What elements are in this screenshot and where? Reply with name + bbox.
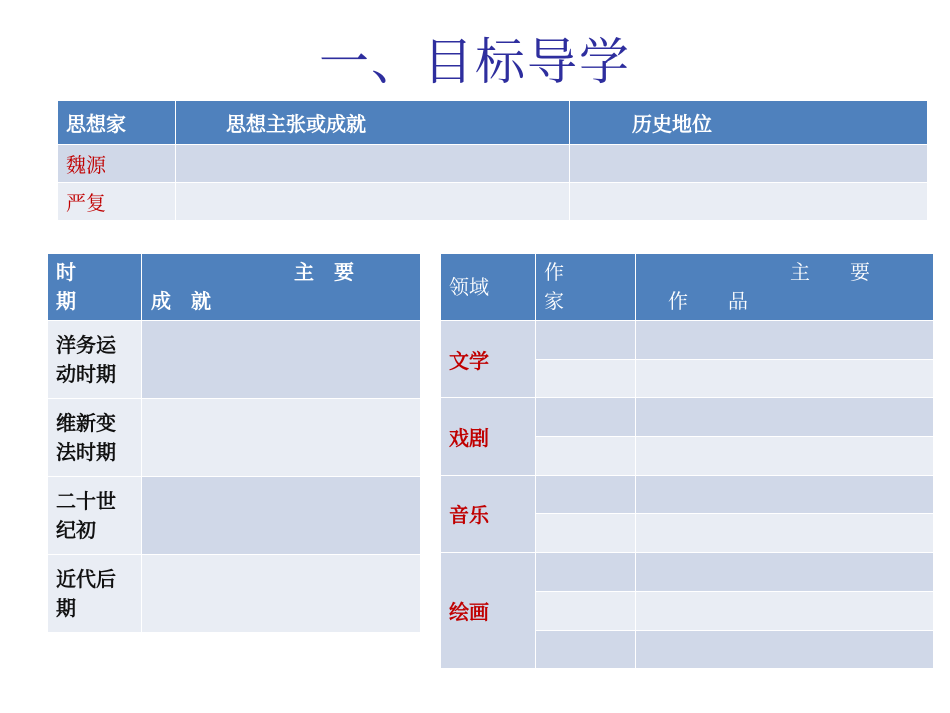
culture-table-header-row [441,254,934,321]
thinkers-table-header-row [58,101,928,145]
period-label-line1: 二十世 [56,488,116,513]
author-cell[interactable] [536,475,636,514]
works-cell[interactable] [636,514,934,553]
table-row [48,477,421,555]
works-cell[interactable] [636,437,934,476]
period-label-line1: 洋务运 [56,332,116,357]
ideas-cell[interactable] [176,145,570,183]
author-cell[interactable] [536,591,636,630]
status-cell[interactable] [570,145,928,183]
works-cell[interactable] [636,321,934,360]
periods-table-header-row [48,254,421,321]
period-label [48,555,142,633]
author-cell[interactable] [536,398,636,437]
period-label-line2: 期 [56,595,76,620]
table-row [441,475,934,514]
table-row [48,555,421,633]
table-row [58,183,928,221]
works-cell[interactable] [636,475,934,514]
achievements-cell[interactable] [142,555,421,633]
table-row [48,399,421,477]
table-row [441,321,934,360]
period-label-line1: 近代后 [56,566,116,591]
author-cell[interactable] [536,437,636,476]
works-cell[interactable] [636,591,934,630]
header-author-line2: 家 [544,289,564,313]
table-row [58,145,928,183]
field-label: 音乐 [441,475,536,552]
works-cell[interactable] [636,630,934,669]
thinker-name: 魏源 [58,145,176,183]
field-label: 绘画 [441,553,536,669]
header-historical-status: 历史地位 [570,101,928,145]
thinkers-table [57,100,928,221]
achievements-cell[interactable] [142,477,421,555]
header-works-line1: 主 要 [790,260,870,284]
header-works-line2: 作 品 [668,289,748,313]
thinker-name: 严复 [58,183,176,221]
works-cell[interactable] [636,553,934,592]
periods-table [47,253,421,633]
header-main-achievements [142,254,421,321]
header-period [48,254,142,321]
author-cell[interactable] [536,630,636,669]
header-main-works [636,254,934,321]
header-thinker: 思想家 [58,101,176,145]
period-label-line2: 纪初 [56,517,96,542]
works-cell[interactable] [636,398,934,437]
header-period-line2: 期 [56,289,76,313]
header-ideas: 思想主张或成就 [176,101,570,145]
header-period-line1: 时 [56,260,76,284]
status-cell[interactable] [570,183,928,221]
table-row [48,321,421,399]
field-label: 戏剧 [441,398,536,475]
page-title: 一、目标导学 [319,33,631,91]
table-row [441,398,934,437]
culture-table [440,253,934,669]
period-label [48,477,142,555]
header-author [536,254,636,321]
header-achievements-line2: 成 就 [151,289,211,313]
author-cell[interactable] [536,514,636,553]
period-label [48,399,142,477]
table-row [441,553,934,592]
period-label-line2: 动时期 [56,361,116,386]
works-cell[interactable] [636,359,934,398]
author-cell[interactable] [536,359,636,398]
achievements-cell[interactable] [142,321,421,399]
author-cell[interactable] [536,321,636,360]
header-achievements-line1: 主 要 [294,260,354,284]
achievements-cell[interactable] [142,399,421,477]
author-cell[interactable] [536,553,636,592]
field-label: 文学 [441,321,536,398]
period-label [48,321,142,399]
ideas-cell[interactable] [176,183,570,221]
header-field: 领域 [441,254,536,321]
header-author-line1: 作 [544,260,564,284]
period-label-line2: 法时期 [56,439,116,464]
period-label-line1: 维新变 [56,410,116,435]
